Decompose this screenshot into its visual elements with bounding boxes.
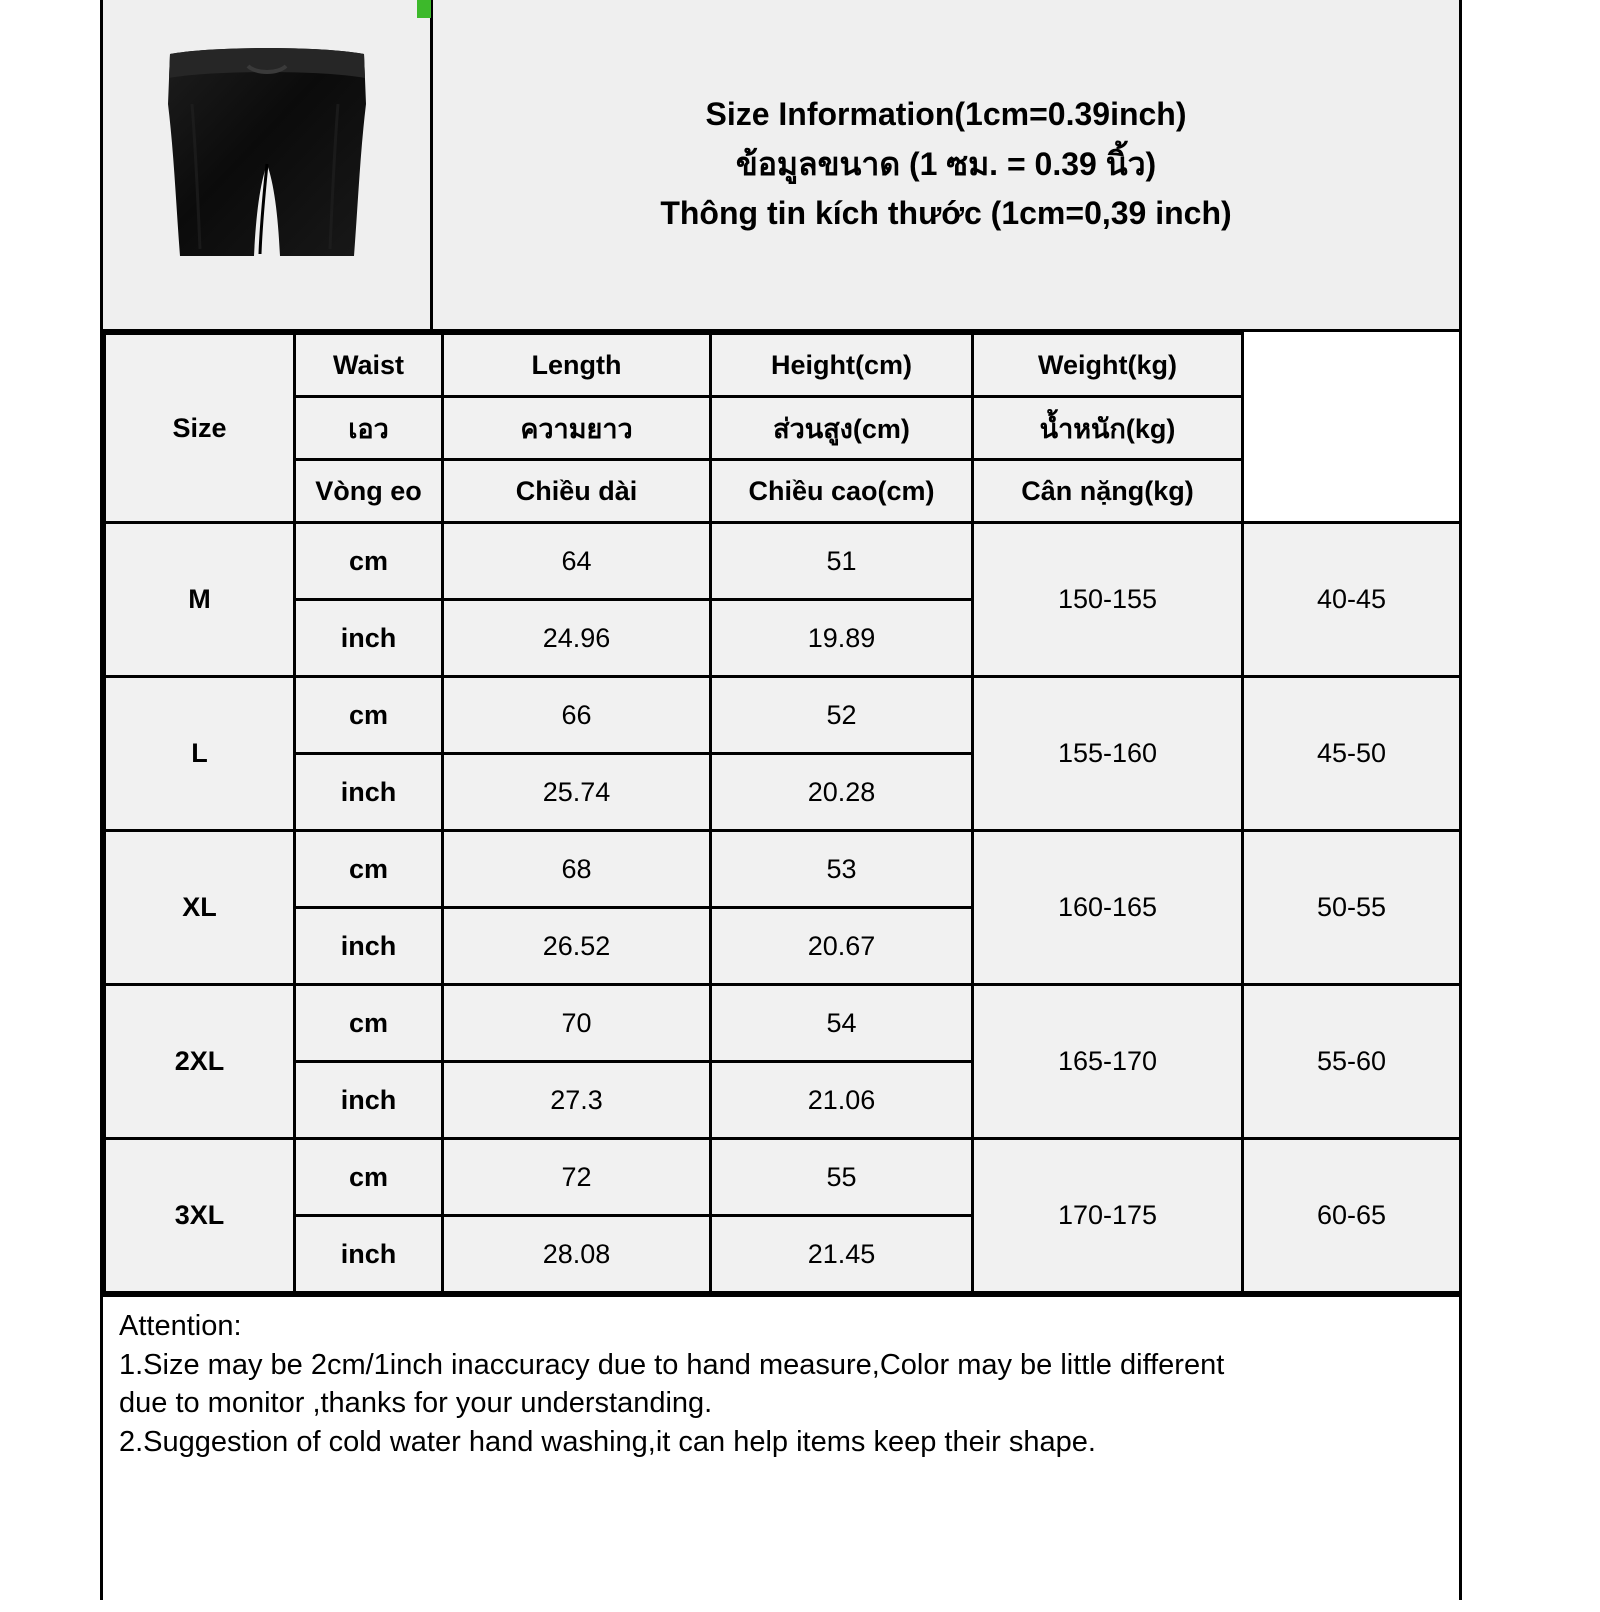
waist-cm: 66 — [443, 677, 711, 754]
row-size-label: 2XL — [105, 985, 295, 1139]
attention-title: Attention: — [119, 1310, 242, 1342]
green-marker-icon — [417, 0, 431, 18]
length-inch: 21.06 — [711, 1062, 973, 1139]
weight-range: 45-50 — [1243, 677, 1461, 831]
header-vi-length: Chiều dài — [443, 460, 711, 523]
waist-cm: 68 — [443, 831, 711, 908]
table-header-row-vi — [105, 460, 1461, 523]
table-row — [105, 523, 1461, 600]
banner-title-block — [433, 0, 1459, 329]
unit-inch: inch — [295, 908, 443, 985]
row-size-label: M — [105, 523, 295, 677]
header-th-waist: เอว — [295, 397, 443, 460]
product-image-panel — [103, 0, 433, 329]
unit-cm: cm — [295, 831, 443, 908]
weight-range: 40-45 — [1243, 523, 1461, 677]
waist-inch: 27.3 — [443, 1062, 711, 1139]
table-row — [105, 831, 1461, 908]
row-size-label: L — [105, 677, 295, 831]
size-table — [103, 332, 1462, 1294]
length-cm: 53 — [711, 831, 973, 908]
length-cm: 55 — [711, 1139, 973, 1216]
attention-line-2: due to monitor ,thanks for your understanding. — [119, 1387, 713, 1420]
attention-block — [103, 1294, 1459, 1612]
banner — [103, 0, 1459, 332]
attention-line-1: 1.Size may be 2cm/1inch inaccuracy due to hand measure,Color may be little different — [119, 1348, 1225, 1381]
unit-cm: cm — [295, 985, 443, 1062]
waist-inch: 24.96 — [443, 600, 711, 677]
size-chart-sheet — [100, 0, 1462, 1600]
length-inch: 21.45 — [711, 1216, 973, 1293]
length-cm: 54 — [711, 985, 973, 1062]
table-header-row-en — [105, 334, 1461, 397]
height-range: 170-175 — [973, 1139, 1243, 1293]
unit-cm: cm — [295, 677, 443, 754]
header-vi-waist: Vòng eo — [295, 460, 443, 523]
table-row — [105, 1139, 1461, 1216]
length-inch: 19.89 — [711, 600, 973, 677]
table-header-row-th — [105, 397, 1461, 460]
header-vi-height: Chiều cao(cm) — [711, 460, 973, 523]
title-vi: Thông tin kích thước (1cm=0,39 inch) — [660, 195, 1232, 232]
header-th-length: ความยาว — [443, 397, 711, 460]
header-en-weight: Weight(kg) — [973, 334, 1243, 397]
length-inch: 20.67 — [711, 908, 973, 985]
height-range: 150-155 — [973, 523, 1243, 677]
unit-cm: cm — [295, 1139, 443, 1216]
waist-inch: 25.74 — [443, 754, 711, 831]
header-vi-weight: Cân nặng(kg) — [973, 460, 1243, 523]
header-th-weight: น้ำหนัก(kg) — [973, 397, 1243, 460]
title-en: Size Information(1cm=0.39inch) — [705, 96, 1187, 133]
header-en-waist: Waist — [295, 334, 443, 397]
waist-cm: 72 — [443, 1139, 711, 1216]
unit-inch: inch — [295, 1216, 443, 1293]
length-inch: 20.28 — [711, 754, 973, 831]
waist-inch: 28.08 — [443, 1216, 711, 1293]
row-size-label: 3XL — [105, 1139, 295, 1293]
weight-range: 50-55 — [1243, 831, 1461, 985]
header-en-height: Height(cm) — [711, 334, 973, 397]
weight-range: 60-65 — [1243, 1139, 1461, 1293]
waist-inch: 26.52 — [443, 908, 711, 985]
waist-cm: 64 — [443, 523, 711, 600]
length-cm: 51 — [711, 523, 973, 600]
waist-cm: 70 — [443, 985, 711, 1062]
title-th: ข้อมูลขนาด (1 ซม. = 0.39 นิ้ว) — [735, 145, 1157, 182]
unit-inch: inch — [295, 600, 443, 677]
table-row — [105, 985, 1461, 1062]
black-shorts-photo — [152, 44, 382, 274]
height-range: 155-160 — [973, 677, 1243, 831]
table-row — [105, 677, 1461, 754]
header-en-length: Length — [443, 334, 711, 397]
height-range: 160-165 — [973, 831, 1243, 985]
size-header-cell: Size — [105, 334, 295, 523]
unit-inch: inch — [295, 1062, 443, 1139]
unit-cm: cm — [295, 523, 443, 600]
unit-inch: inch — [295, 754, 443, 831]
weight-range: 55-60 — [1243, 985, 1461, 1139]
length-cm: 52 — [711, 677, 973, 754]
header-th-height: ส่วนสูง(cm) — [711, 397, 973, 460]
row-size-label: XL — [105, 831, 295, 985]
height-range: 165-170 — [973, 985, 1243, 1139]
attention-line-3: 2.Suggestion of cold water hand washing,it can help items keep their shape. — [119, 1425, 1096, 1458]
